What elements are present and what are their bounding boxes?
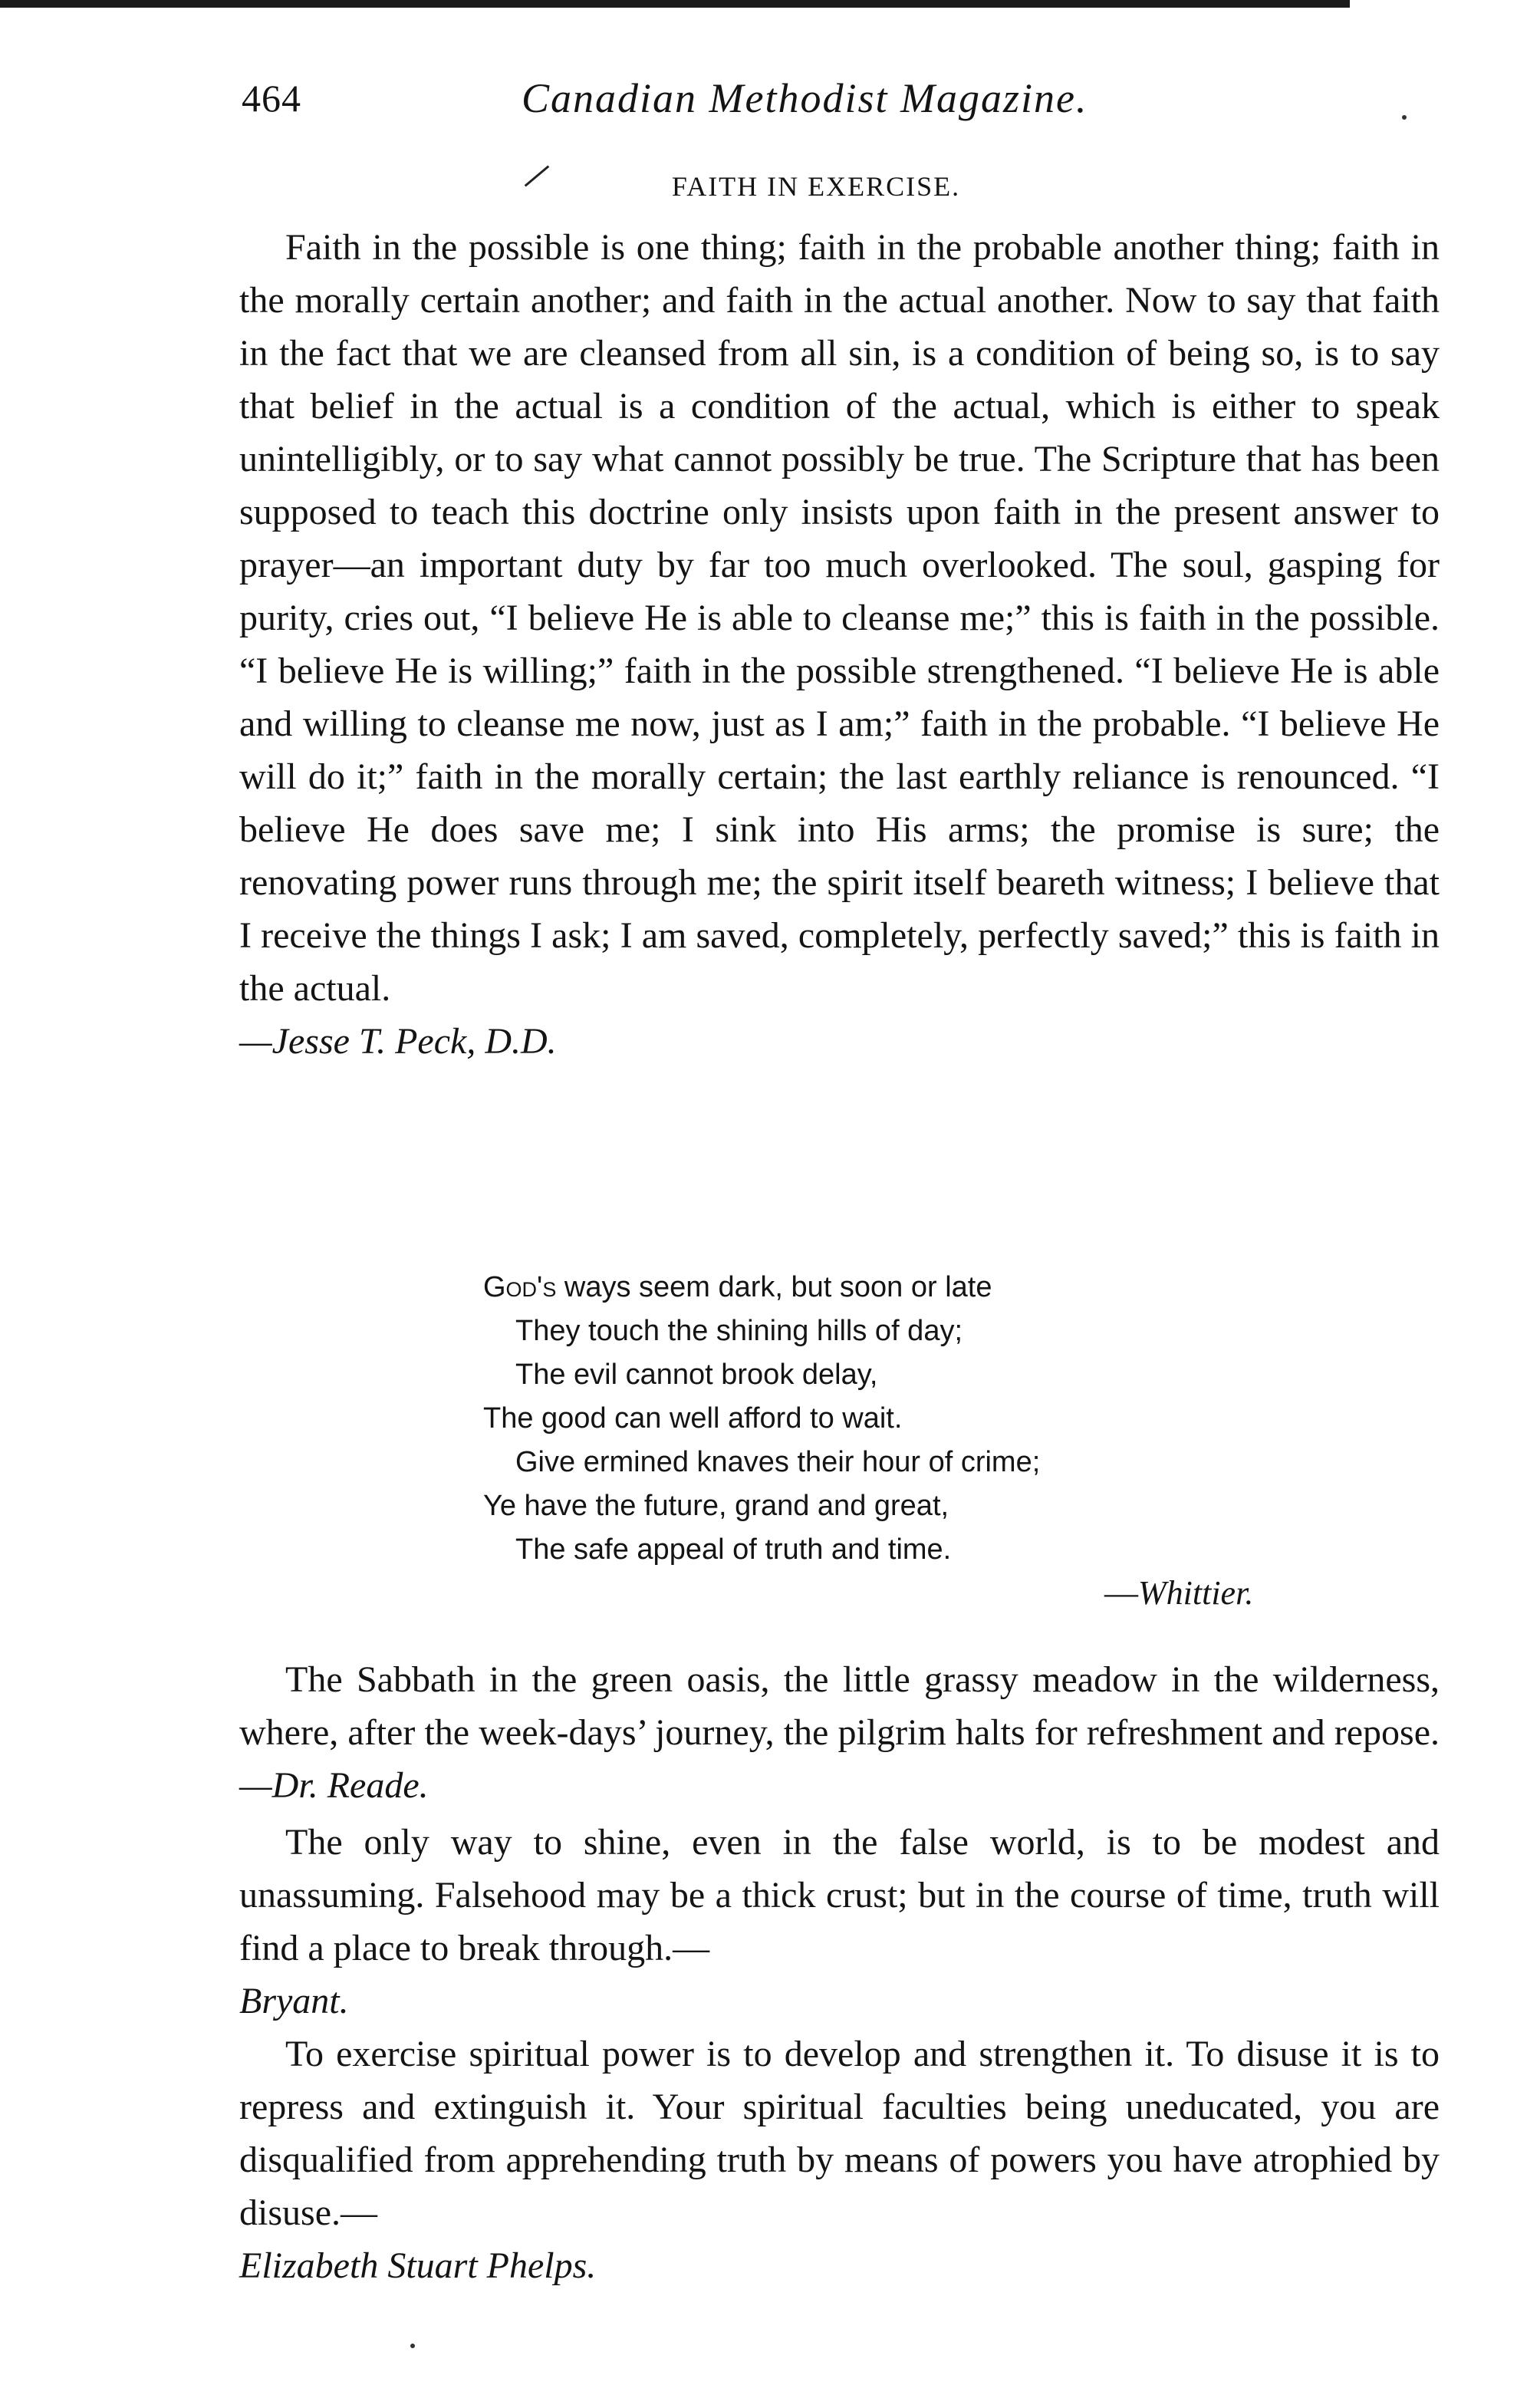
poem-line: Give ermined knaves their hour of crime;: [515, 1446, 1041, 1478]
poem-author-name: Whittier.: [1138, 1574, 1254, 1612]
poem-lead-word: God's: [483, 1271, 557, 1303]
top-rule: [0, 0, 1350, 8]
poem-line: The safe appeal of truth and time.: [515, 1533, 952, 1566]
section-title: [0, 167, 1517, 206]
faith-article: [239, 221, 1440, 1068]
sabbath-quote-text: The Sabbath in the green oasis, the little grassy meadow in the wilderness, where, after the week-days’ journey, the pilgrim halts for refreshment and repose.: [239, 1659, 1440, 1753]
poem-line: Ye have the future, grand and great,: [483, 1490, 949, 1522]
sabbath-quote-attribution: —Dr. Reade.: [239, 1765, 429, 1806]
poem-author: [1104, 1570, 1253, 1616]
page-number: 464: [242, 77, 301, 120]
phelps-quote: [239, 2028, 1440, 2292]
poem: [483, 1266, 1327, 1572]
stray-dot: [1402, 115, 1407, 120]
section-title-text: FAITH IN EXERCISE.: [671, 171, 961, 202]
stray-dot: [410, 2344, 415, 2348]
running-title: Canadian Methodist Magazine.: [522, 75, 1088, 121]
phelps-quote-attribution: Elizabeth Stuart Phelps.: [239, 2245, 597, 2286]
poem-line: They touch the shining hills of day;: [515, 1315, 963, 1347]
faith-article-body: [239, 221, 1440, 1015]
poem-line: [483, 1266, 1327, 1309]
phelps-quote-body: [239, 2028, 1440, 2239]
bryant-quote-body: [239, 1816, 1440, 1975]
faith-article-attribution: —Jesse T. Peck, D.D.: [239, 1021, 557, 1062]
sabbath-quote-body: [239, 1653, 1440, 1812]
poem-line-text: ways seem dark, but soon or late: [556, 1271, 992, 1303]
phelps-quote-text: To exercise spiritual power is to develop and strengthen it. To disuse it is to repress and extinguish it. Your spiritual faculties being uneducated, you are disqualified from apprehending truth by means of powers you have atrophied by disuse.—: [239, 2034, 1440, 2233]
bryant-quote: [239, 1816, 1440, 2028]
bryant-quote-text: The only way to shine, even in the false world, is to be modest and unassuming. Falsehood may be a thick crust; but in the course of time, truth will find a place to break through.—: [239, 1822, 1440, 1968]
poem-line: The good can well afford to wait.: [483, 1402, 903, 1435]
page-header: [242, 68, 1223, 129]
sabbath-quote: [239, 1653, 1440, 1812]
sabbath-quote-paragraph: [239, 1653, 1440, 1812]
poem-line: The evil cannot brook delay,: [515, 1359, 878, 1391]
poem-author-dash: —: [1104, 1574, 1138, 1612]
bryant-quote-attribution: Bryant.: [239, 1981, 349, 2021]
faith-article-paragraph: Faith in the possible is one thing; faith in the probable another thing; faith in the morally certain another; and faith in the actual another. Now to say that faith in the fact that we are cleansed from all sin, is a condition of being so, is to say that belief in the actual is a condition of the actual, which is either to speak unintelligibly, or to say what cannot possibly be true. The Scripture that has been supposed to teach this doctrine only insists upon faith in the present answer to prayer—an important duty by far too much overlooked. The soul, gasping for purity, cries out, “I believe He is able to cleanse me;” this is faith in the possible. “I believe He is willing;” faith in the possible strengthened. “I believe He is able and willing to cleanse me now, just as I am;” faith in the probable. “I believe He will do it;” faith in the morally certain; the last earthly reliance is renounced. “I believe He does save me; I sink into His arms; the promise is sure; the renovating power runs through me; the spirit itself beareth witness; I believe that I receive the things I ask; I am saved, completely, perfectly saved;” this is faith in the actual.: [239, 227, 1440, 1009]
